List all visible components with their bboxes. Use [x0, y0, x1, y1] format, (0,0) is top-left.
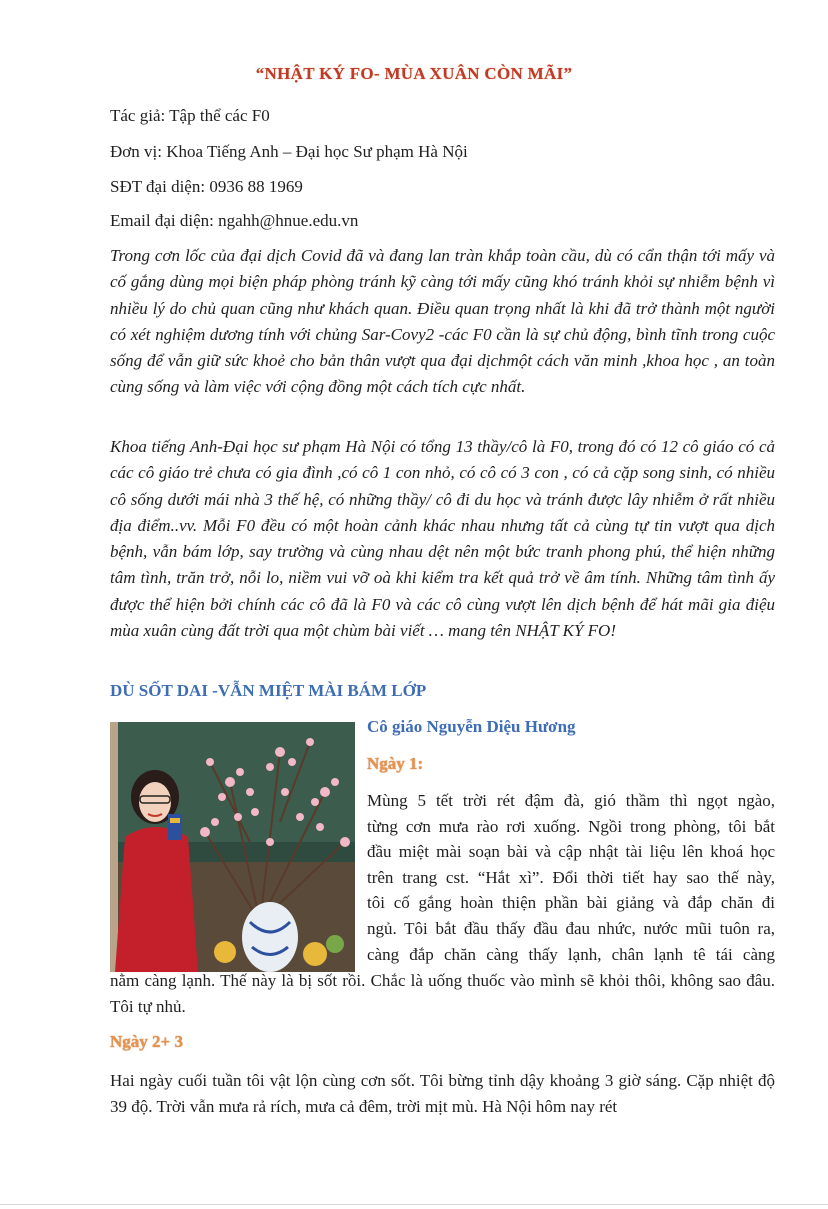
day1-wrapped-text	[367, 788, 775, 967]
author-line: Tác giả: Tập thể các F0	[110, 106, 270, 125]
phone-line: SĐT đại diện: 0936 88 1969	[110, 177, 303, 196]
section-heading: DÙ SỐT DAI -VẪN MIỆT MÀI BÁM LỚP	[110, 681, 427, 700]
email-line: Email đại diện: ngahh@hnue.edu.vn	[110, 211, 359, 230]
day23-text: Hai ngày cuối tuần tôi vật lộn cùng cơn sốt. Tôi bừng tỉnh dậy khoảng 3 giờ sáng. Cặp nhiệt độ 39 độ. Trời vẫn mưa rả rích, mưa cả đêm, trời mịt mù. Hà Nội hôm nay rét	[110, 1071, 775, 1116]
unit-line: Đơn vị: Khoa Tiếng Anh – Đại học Sư phạm Hà Nội	[110, 142, 468, 161]
day1-line: càng đắp chăn càng thấy lạnh, chân lạnh tê tái càng	[367, 944, 775, 964]
day1-line: ngủ. Tôi bắt đầu thấy đầu đau nhức, nước mũi tuôn ra,	[367, 918, 775, 938]
day1-continuation: nằm càng lạnh. Thế này là bị sốt rồi. Chắc là uống thuốc vào mình sẽ khỏi thôi, không sao đâu. Tôi tự nhủ.	[110, 971, 775, 1016]
intro-paragraph-2: Khoa tiếng Anh-Đại học sư phạm Hà Nội có tổng 13 thầy/cô là F0, trong đó có 12 cô giáo có cả các cô giáo trẻ chưa có gia đình ,có cô 1 con nhỏ, có cô có 3 con , có cả cặp song sinh, có nhiều cô sống dưới mái nhà 3 thế hệ, có những thầy/ cô đi du học và tránh được lây nhiễm ở rất nhiều địa điểm..vv. Mỗi F0 đều có một hoàn cảnh khác nhau nhưng tất cả cùng tự tin vượt qua dịch bệnh, vẫn bám lớp, say trường và cùng nhau dệt nên một bức tranh phong phú, thể hiện những tâm tình, trăn trở, nỗi lo, niềm vui vỡ oà khi kiểm tra kết quả trở về âm tính. Những tâm tình ấy được thể hiện bởi chính các cô đã là F0 và các cô cùng vượt lên dịch bệnh để hát mãi gia điệu mùa xuân cùng đất trời qua một chùm bài viết … mang tên NHẬT KÝ FO!	[110, 437, 775, 641]
day1-line: đầu miệt mài soạn bài và cập nhật tài liệu lên khoá học	[367, 842, 775, 862]
day1-line: tôi cố gắng hoàn thiện phần bài giảng và đắp chăn đi	[367, 893, 775, 913]
day1-heading: Ngày 1:	[367, 754, 424, 773]
page-edge	[0, 1204, 828, 1205]
day1-line: Mùng 5 tết trời rét đậm đà, gió thầm thì ngọt ngào,	[367, 791, 775, 810]
day1-line: từng cơn mưa rào rơi xuống. Ngồi trong phòng, tôi bắt	[367, 816, 775, 836]
document-title: “NHẬT KÝ FO- MÙA XUÂN CÒN MÃI”	[255, 64, 573, 83]
intro-paragraph-1: Trong cơn lốc của đại dịch Covid đã và đang lan tràn khắp toàn cầu, dù có cẩn thận tới mấy và cố gắng dùng mọi biện pháp phòng tránh kỹ càng tới mấy cũng khó tránh khỏi sự nhiễm bệnh vì nhiều lý do chủ quan cũng như khách quan. Điều quan trọng nhất là khi đã trở thành một người có xét nghiệm dương tính với chủng Sar-Covy2 -các F0 cần là sự chủ động, bình tĩnh trong cuộc sống để vẫn giữ sức khoẻ cho bản thân vượt qua đại dịchmột cách văn minh ,khoa học , an toàn cùng sống và làm việc với cộng đồng một cách tích cực nhất.	[110, 246, 775, 397]
day1-line: trên trang cst. “Hắt xì”. Đổi thời tiết hay sao thế này,	[367, 867, 775, 887]
teacher-photo	[110, 722, 355, 972]
day23-heading: Ngày 2+ 3	[110, 1032, 183, 1051]
teacher-name: Cô giáo Nguyễn Diệu Hương	[367, 717, 576, 736]
